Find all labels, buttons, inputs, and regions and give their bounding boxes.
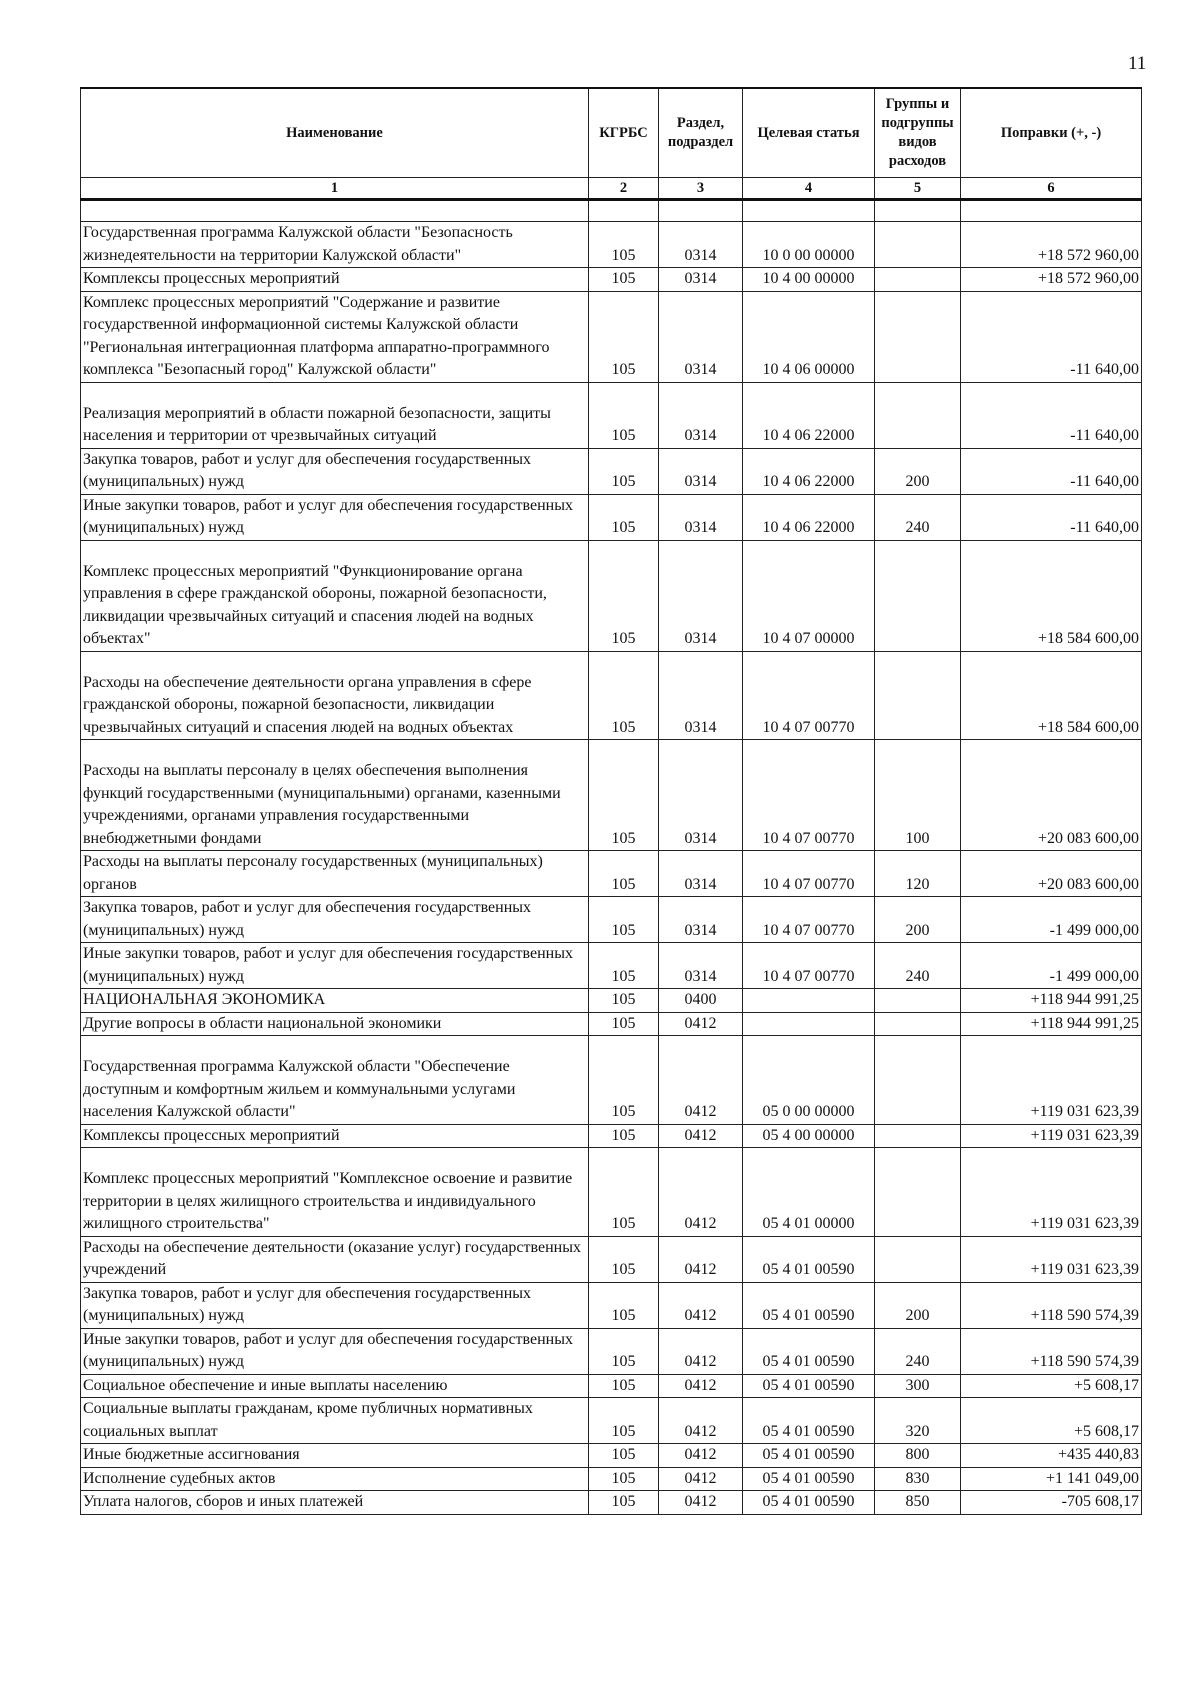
row-vid-cell: 200 xyxy=(875,1282,961,1328)
row-amount-cell: +18 584 600,00 xyxy=(961,651,1142,740)
row-amount-cell: -1 499 000,00 xyxy=(961,943,1142,989)
row-kgrbs-cell: 105 xyxy=(589,540,659,651)
row-name-cell: Иные закупки товаров, работ и услуг для обеспечения государственных (муниципальных) нужд xyxy=(81,943,589,989)
row-celevaya-cell xyxy=(743,989,875,1013)
row-name-cell: Комплексы процессных мероприятий xyxy=(81,1124,589,1148)
row-name-cell: Закупка товаров, работ и услуг для обеспечения государственных (муниципальных) нужд xyxy=(81,1282,589,1328)
row-name-cell: Иные закупки товаров, работ и услуг для обеспечения государственных (муниципальных) нужд xyxy=(81,494,589,540)
row-celevaya-cell: 05 4 01 00590 xyxy=(743,1236,875,1282)
row-amount-cell: -705 608,17 xyxy=(961,1491,1142,1515)
header-spacer-row xyxy=(81,200,1142,222)
row-kgrbs-cell: 105 xyxy=(589,1012,659,1036)
row-amount-cell: -11 640,00 xyxy=(961,291,1142,382)
row-celevaya-cell: 05 4 01 00590 xyxy=(743,1491,875,1515)
row-celevaya-cell: 10 0 00 00000 xyxy=(743,222,875,268)
table-row xyxy=(81,1491,1142,1515)
row-razdel-cell: 0314 xyxy=(659,494,743,540)
row-amount-cell: +118 590 574,39 xyxy=(961,1328,1142,1374)
row-name-cell: Комплекс процессных мероприятий "Функционирование органа управления в сфере гражданской обороны, пожарной безопасности, ликвидации чрезвычайных ситуаций и спасения людей на водных объектах" xyxy=(81,540,589,651)
row-kgrbs-cell: 105 xyxy=(589,1282,659,1328)
row-razdel-cell: 0412 xyxy=(659,1444,743,1468)
row-amount-cell: +119 031 623,39 xyxy=(961,1036,1142,1125)
table-row xyxy=(81,268,1142,292)
row-kgrbs-cell: 105 xyxy=(589,1124,659,1148)
header-vid: Группы и подгруппы видов расходов xyxy=(875,88,961,178)
row-amount-cell: +119 031 623,39 xyxy=(961,1124,1142,1148)
row-amount-cell: +18 584 600,00 xyxy=(961,540,1142,651)
row-vid-cell xyxy=(875,651,961,740)
row-name-cell: Уплата налогов, сборов и иных платежей xyxy=(81,1491,589,1515)
row-name-cell: Комплекс процессных мероприятий "Содержание и развитие государственной информационной системы Калужской области "Региональная интеграционная платформа аппаратно-программного комплекса "Безопасный город" Калужской области" xyxy=(81,291,589,382)
row-razdel-cell: 0400 xyxy=(659,989,743,1013)
row-kgrbs-cell: 105 xyxy=(589,851,659,897)
row-razdel-cell: 0412 xyxy=(659,1148,743,1237)
table-row xyxy=(81,1236,1142,1282)
row-celevaya-cell: 10 4 07 00770 xyxy=(743,943,875,989)
table-row xyxy=(81,382,1142,448)
row-name-cell: Расходы на выплаты персоналу в целях обеспечения выполнения функций государственными (муниципальными) органами, казенными учреждениями, органами управления государственными внебюджетными фондами xyxy=(81,740,589,851)
table-row xyxy=(81,651,1142,740)
row-razdel-cell: 0412 xyxy=(659,1491,743,1515)
row-razdel-cell: 0314 xyxy=(659,268,743,292)
row-kgrbs-cell: 105 xyxy=(589,494,659,540)
row-razdel-cell: 0412 xyxy=(659,1012,743,1036)
row-name-cell: Реализация мероприятий в области пожарной безопасности, защиты населения и территории от чрезвычайных ситуаций xyxy=(81,382,589,448)
row-razdel-cell: 0314 xyxy=(659,540,743,651)
column-number: 5 xyxy=(875,178,961,200)
row-kgrbs-cell: 105 xyxy=(589,1444,659,1468)
table-row xyxy=(81,740,1142,851)
row-amount-cell: +119 031 623,39 xyxy=(961,1148,1142,1237)
row-celevaya-cell: 05 4 00 00000 xyxy=(743,1124,875,1148)
row-amount-cell: -11 640,00 xyxy=(961,382,1142,448)
row-razdel-cell: 0314 xyxy=(659,897,743,943)
row-kgrbs-cell: 105 xyxy=(589,291,659,382)
row-name-cell: Расходы на выплаты персоналу государственных (муниципальных) органов xyxy=(81,851,589,897)
row-razdel-cell: 0314 xyxy=(659,448,743,494)
row-kgrbs-cell: 105 xyxy=(589,1374,659,1398)
column-number: 6 xyxy=(961,178,1142,200)
column-number: 2 xyxy=(589,178,659,200)
row-kgrbs-cell: 105 xyxy=(589,897,659,943)
row-kgrbs-cell: 105 xyxy=(589,1491,659,1515)
row-celevaya-cell xyxy=(743,1012,875,1036)
row-celevaya-cell: 10 4 07 00770 xyxy=(743,851,875,897)
table-row xyxy=(81,291,1142,382)
row-name-cell: Расходы на обеспечение деятельности (оказание услуг) государственных учреждений xyxy=(81,1236,589,1282)
row-name-cell: Исполнение судебных актов xyxy=(81,1467,589,1491)
row-kgrbs-cell: 105 xyxy=(589,1467,659,1491)
row-name-cell: НАЦИОНАЛЬНАЯ ЭКОНОМИКА xyxy=(81,989,589,1013)
row-vid-cell xyxy=(875,1036,961,1125)
table-row xyxy=(81,1148,1142,1237)
row-kgrbs-cell: 105 xyxy=(589,1236,659,1282)
table-row xyxy=(81,1398,1142,1444)
table-row xyxy=(81,1036,1142,1125)
table-row xyxy=(81,448,1142,494)
row-name-cell: Социальное обеспечение и иные выплаты населению xyxy=(81,1374,589,1398)
table-row xyxy=(81,897,1142,943)
row-razdel-cell: 0314 xyxy=(659,740,743,851)
row-name-cell: Закупка товаров, работ и услуг для обеспечения государственных (муниципальных) нужд xyxy=(81,448,589,494)
header-razdel: Раздел, подраздел xyxy=(659,88,743,178)
row-kgrbs-cell: 105 xyxy=(589,943,659,989)
row-vid-cell xyxy=(875,989,961,1013)
row-vid-cell xyxy=(875,222,961,268)
row-razdel-cell: 0314 xyxy=(659,222,743,268)
row-celevaya-cell: 05 4 01 00590 xyxy=(743,1467,875,1491)
row-celevaya-cell: 10 4 00 00000 xyxy=(743,268,875,292)
row-razdel-cell: 0412 xyxy=(659,1398,743,1444)
row-amount-cell: +5 608,17 xyxy=(961,1398,1142,1444)
row-name-cell: Другие вопросы в области национальной экономики xyxy=(81,1012,589,1036)
row-razdel-cell: 0412 xyxy=(659,1124,743,1148)
row-amount-cell: +1 141 049,00 xyxy=(961,1467,1142,1491)
table-row xyxy=(81,1012,1142,1036)
row-amount-cell: -11 640,00 xyxy=(961,448,1142,494)
row-vid-cell: 320 xyxy=(875,1398,961,1444)
row-vid-cell xyxy=(875,1012,961,1036)
table-row xyxy=(81,989,1142,1013)
row-name-cell: Государственная программа Калужской области "Безопасность жизнедеятельности на территории Калужской области" xyxy=(81,222,589,268)
header-amount: Поправки (+, -) xyxy=(961,88,1142,178)
row-celevaya-cell: 05 4 01 00590 xyxy=(743,1328,875,1374)
row-vid-cell: 800 xyxy=(875,1444,961,1468)
row-celevaya-cell: 05 4 01 00590 xyxy=(743,1398,875,1444)
row-razdel-cell: 0412 xyxy=(659,1036,743,1125)
row-amount-cell: -11 640,00 xyxy=(961,494,1142,540)
row-kgrbs-cell: 105 xyxy=(589,222,659,268)
table-row xyxy=(81,851,1142,897)
row-vid-cell: 240 xyxy=(875,1328,961,1374)
row-vid-cell: 200 xyxy=(875,897,961,943)
column-number: 3 xyxy=(659,178,743,200)
row-amount-cell: +118 944 991,25 xyxy=(961,989,1142,1013)
table-row xyxy=(81,540,1142,651)
row-amount-cell: +435 440,83 xyxy=(961,1444,1142,1468)
row-celevaya-cell: 10 4 07 00770 xyxy=(743,740,875,851)
row-amount-cell: +118 944 991,25 xyxy=(961,1012,1142,1036)
row-vid-cell: 300 xyxy=(875,1374,961,1398)
row-razdel-cell: 0314 xyxy=(659,943,743,989)
row-vid-cell xyxy=(875,382,961,448)
row-razdel-cell: 0412 xyxy=(659,1467,743,1491)
row-name-cell: Государственная программа Калужской области "Обеспечение доступным и комфортным жильем и коммунальными услугами населения Калужской области" xyxy=(81,1036,589,1125)
row-vid-cell xyxy=(875,1236,961,1282)
column-number-row xyxy=(81,178,1142,200)
header-kgrbs: КГРБС xyxy=(589,88,659,178)
row-celevaya-cell: 05 4 01 00000 xyxy=(743,1148,875,1237)
row-celevaya-cell: 10 4 06 00000 xyxy=(743,291,875,382)
row-vid-cell: 120 xyxy=(875,851,961,897)
row-razdel-cell: 0412 xyxy=(659,1282,743,1328)
row-celevaya-cell: 05 4 01 00590 xyxy=(743,1282,875,1328)
row-kgrbs-cell: 105 xyxy=(589,1398,659,1444)
row-kgrbs-cell: 105 xyxy=(589,448,659,494)
row-celevaya-cell: 10 4 07 00000 xyxy=(743,540,875,651)
table-header-row xyxy=(81,88,1142,178)
row-name-cell: Иные закупки товаров, работ и услуг для обеспечения государственных (муниципальных) нужд xyxy=(81,1328,589,1374)
row-celevaya-cell: 10 4 07 00770 xyxy=(743,651,875,740)
row-celevaya-cell: 10 4 07 00770 xyxy=(743,897,875,943)
row-vid-cell xyxy=(875,1124,961,1148)
row-vid-cell: 850 xyxy=(875,1491,961,1515)
row-razdel-cell: 0314 xyxy=(659,291,743,382)
row-vid-cell xyxy=(875,540,961,651)
row-name-cell: Расходы на обеспечение деятельности органа управления в сфере гражданской обороны, пожарной безопасности, ликвидации чрезвычайных ситуаций и спасения людей на водных объектах xyxy=(81,651,589,740)
table-row xyxy=(81,222,1142,268)
budget-amendments-table xyxy=(80,87,1142,1515)
row-name-cell: Закупка товаров, работ и услуг для обеспечения государственных (муниципальных) нужд xyxy=(81,897,589,943)
row-name-cell: Социальные выплаты гражданам, кроме публичных нормативных социальных выплат xyxy=(81,1398,589,1444)
row-amount-cell: -1 499 000,00 xyxy=(961,897,1142,943)
row-razdel-cell: 0314 xyxy=(659,651,743,740)
page-number: 11 xyxy=(1128,53,1147,74)
table-row xyxy=(81,1374,1142,1398)
row-amount-cell: +119 031 623,39 xyxy=(961,1236,1142,1282)
row-kgrbs-cell: 105 xyxy=(589,1148,659,1237)
row-vid-cell xyxy=(875,291,961,382)
table-row xyxy=(81,494,1142,540)
row-razdel-cell: 0412 xyxy=(659,1374,743,1398)
row-amount-cell: +5 608,17 xyxy=(961,1374,1142,1398)
row-kgrbs-cell: 105 xyxy=(589,740,659,851)
row-kgrbs-cell: 105 xyxy=(589,989,659,1013)
table-row xyxy=(81,1282,1142,1328)
table-row xyxy=(81,1467,1142,1491)
row-amount-cell: +20 083 600,00 xyxy=(961,851,1142,897)
row-razdel-cell: 0412 xyxy=(659,1236,743,1282)
row-celevaya-cell: 05 0 00 00000 xyxy=(743,1036,875,1125)
row-name-cell: Комплексы процессных мероприятий xyxy=(81,268,589,292)
table-row xyxy=(81,1124,1142,1148)
column-number: 4 xyxy=(743,178,875,200)
row-kgrbs-cell: 105 xyxy=(589,268,659,292)
row-kgrbs-cell: 105 xyxy=(589,382,659,448)
row-celevaya-cell: 10 4 06 22000 xyxy=(743,382,875,448)
row-celevaya-cell: 10 4 06 22000 xyxy=(743,448,875,494)
column-number: 1 xyxy=(81,178,589,200)
row-vid-cell: 240 xyxy=(875,494,961,540)
row-kgrbs-cell: 105 xyxy=(589,651,659,740)
row-vid-cell xyxy=(875,268,961,292)
row-kgrbs-cell: 105 xyxy=(589,1328,659,1374)
row-name-cell: Иные бюджетные ассигнования xyxy=(81,1444,589,1468)
table-row xyxy=(81,943,1142,989)
row-razdel-cell: 0412 xyxy=(659,1328,743,1374)
row-vid-cell xyxy=(875,1148,961,1237)
row-vid-cell: 200 xyxy=(875,448,961,494)
row-vid-cell: 240 xyxy=(875,943,961,989)
row-amount-cell: +18 572 960,00 xyxy=(961,268,1142,292)
row-razdel-cell: 0314 xyxy=(659,382,743,448)
row-vid-cell: 100 xyxy=(875,740,961,851)
table-row xyxy=(81,1328,1142,1374)
row-razdel-cell: 0314 xyxy=(659,851,743,897)
row-amount-cell: +118 590 574,39 xyxy=(961,1282,1142,1328)
header-celevaya: Целевая статья xyxy=(743,88,875,178)
row-vid-cell: 830 xyxy=(875,1467,961,1491)
header-name: Наименование xyxy=(81,88,589,178)
row-amount-cell: +18 572 960,00 xyxy=(961,222,1142,268)
row-celevaya-cell: 10 4 06 22000 xyxy=(743,494,875,540)
row-kgrbs-cell: 105 xyxy=(589,1036,659,1125)
row-celevaya-cell: 05 4 01 00590 xyxy=(743,1444,875,1468)
table-row xyxy=(81,1444,1142,1468)
row-name-cell: Комплекс процессных мероприятий "Комплексное освоение и развитие территории в целях жилищного строительства и индивидуального жилищного строительства" xyxy=(81,1148,589,1237)
row-amount-cell: +20 083 600,00 xyxy=(961,740,1142,851)
row-celevaya-cell: 05 4 01 00590 xyxy=(743,1374,875,1398)
